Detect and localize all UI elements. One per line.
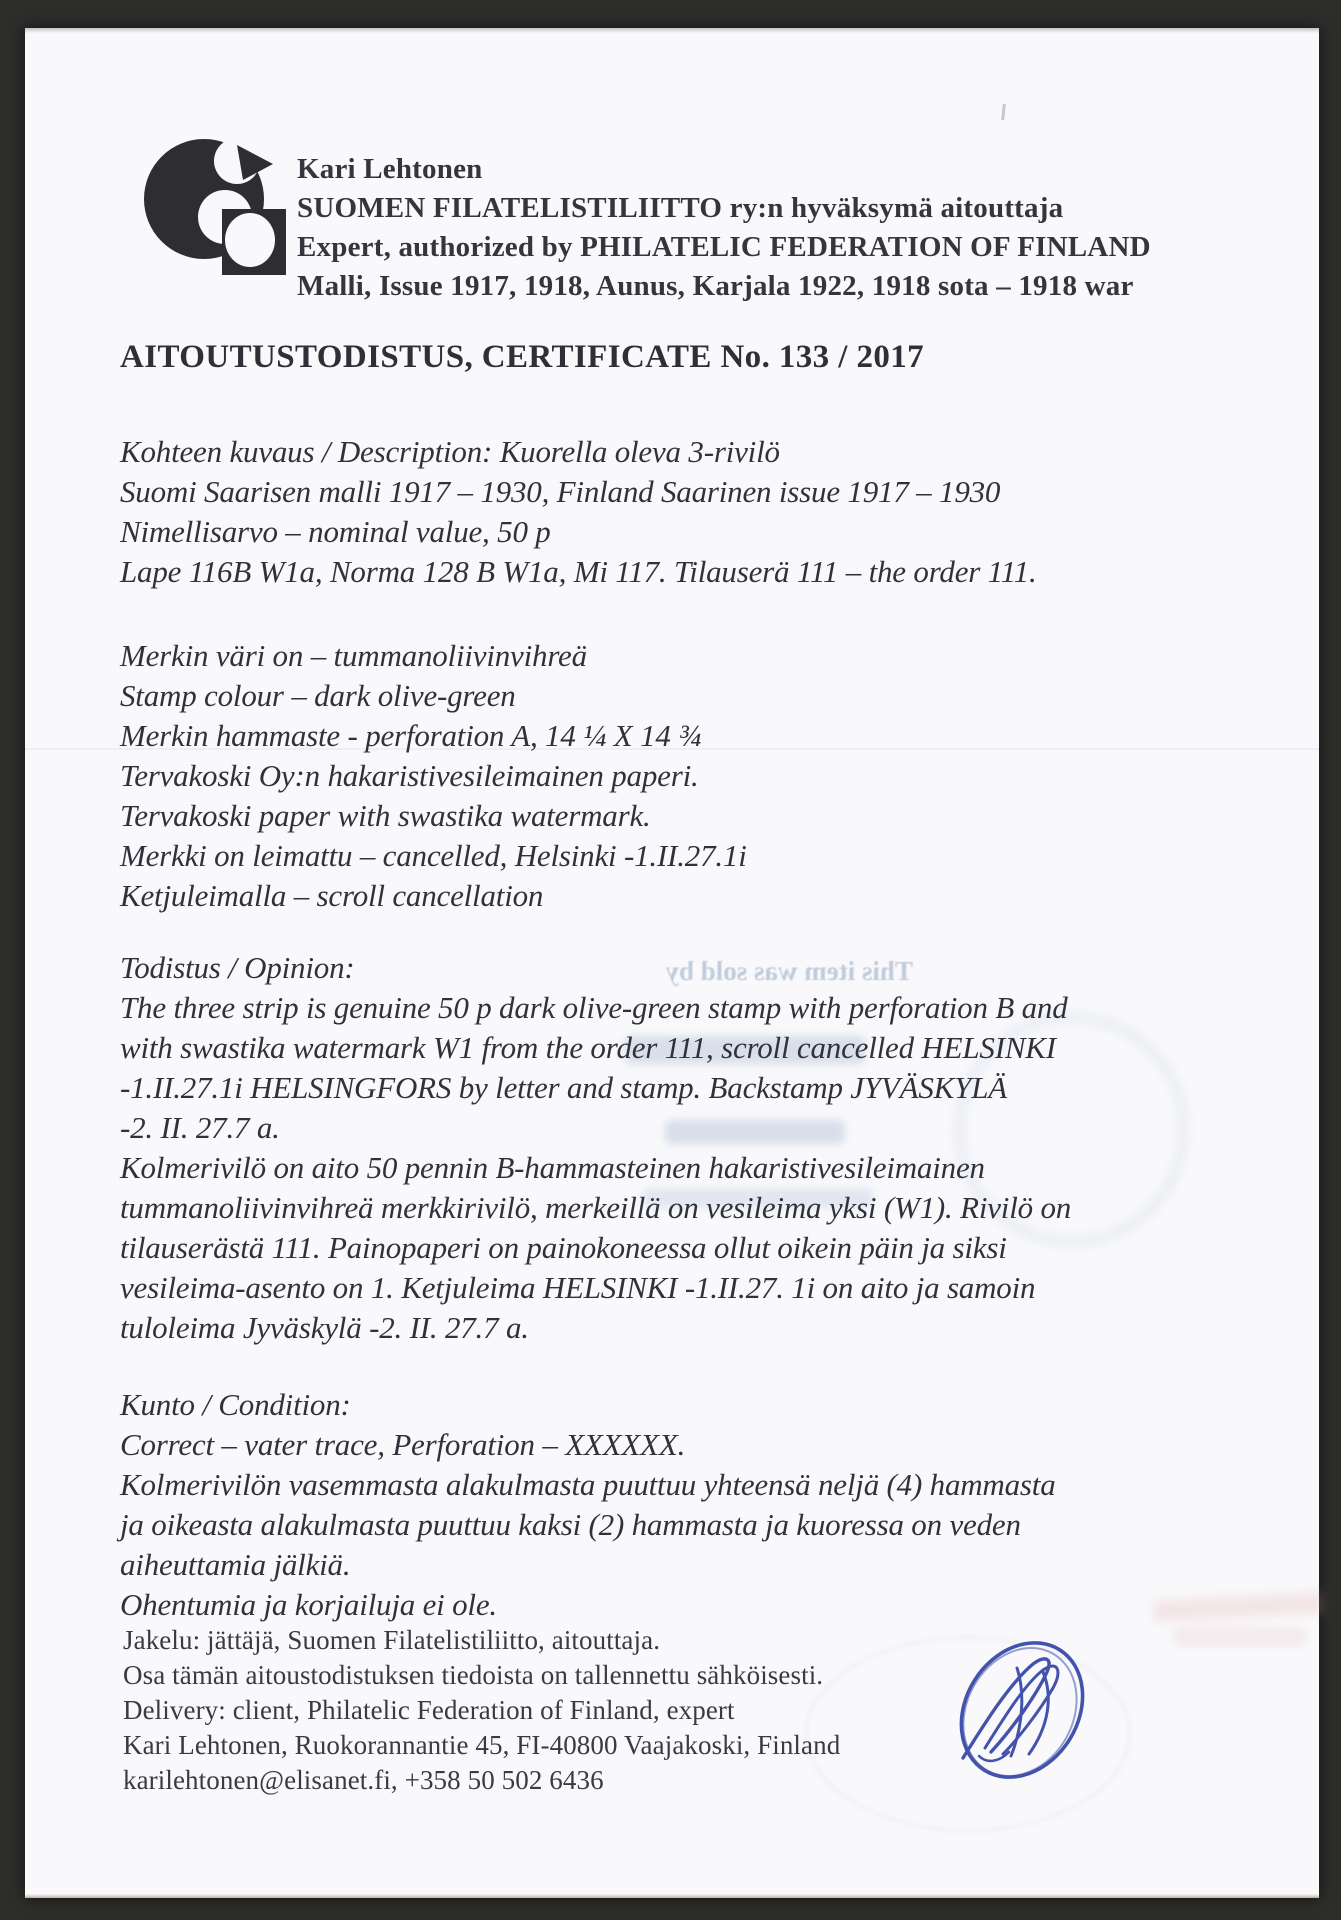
section-heading: Todistus / Opinion: [120, 950, 355, 985]
description-section [120, 432, 1037, 592]
text-line: Correct – vater trace, Perforation – XXXXXX. [120, 1427, 686, 1462]
signature-initials [923, 1606, 1121, 1814]
text-line: Tervakoski Oy:n hakaristivesileimainen paperi. [120, 758, 699, 793]
text-line: Kolmerivilö on aito 50 pennin B-hammasteinen hakaristivesileimainen [120, 1150, 985, 1185]
text-line: -2. II. 27.7 a. [120, 1110, 280, 1145]
text-line: The three strip is genuine 50 p dark olive-green stamp with perforation B and [120, 990, 1068, 1025]
text-line: vesileima-asento on 1. Ketjuleima HELSINKI -1.II.27. 1i on aito ja samoin [120, 1270, 1036, 1305]
section-heading: Kunto / Condition: [120, 1387, 351, 1422]
text-line: Merkin hammaste - perforation A, 14 ¼ X 14 ¾ [120, 718, 702, 753]
condition-section [120, 1385, 1056, 1625]
text-line: Tervakoski paper with swastika watermark. [120, 798, 651, 833]
text-line: ja oikeasta alakulmasta puuttuu kaksi (2) hammasta ja kuoressa on veden [120, 1507, 1021, 1542]
text-line: Merkki on leimattu – cancelled, Helsinki -1.II.27.1i [120, 838, 747, 873]
text-line: Merkin väri on – tummanoliivinvihreä [120, 638, 587, 673]
showthrough-mirrored-text: This item was sold by [665, 956, 913, 986]
text-line: with swastika watermark W1 from the order 111, scroll cancelled HELSINKI [120, 1030, 1056, 1065]
delivery-footer [123, 1623, 840, 1798]
text-line: Stamp colour – dark olive-green [120, 678, 516, 713]
text-line: Kari Lehtonen, Ruokorannantie 45, FI-40800 Vaajakoski, Finland [123, 1730, 841, 1760]
contact-line: karilehtonen@elisanet.fi, +358 50 502 6436 [123, 1765, 604, 1795]
expert-name: Kari Lehtonen [297, 153, 483, 185]
paper-edge-shadow-top [25, 28, 1319, 33]
text-line: Kohteen kuvaus / Description: Kuorella oleva 3-rivilö [120, 434, 780, 469]
letterhead-line: Expert, authorized by PHILATELIC FEDERATION OF FINLAND [297, 231, 1151, 263]
expert-letterhead [297, 150, 1151, 306]
opinion-section [120, 948, 1071, 1348]
text-line: Delivery: client, Philatelic Federation of Finland, expert [123, 1695, 735, 1725]
text-line: Lape 116B W1a, Norma 128 B W1a, Mi 117. Tilauserä 111 – the order 111. [120, 554, 1037, 589]
text-line: Kolmerivilön vasemmasta alakulmasta puuttuu yhteensä neljä (4) hammasta [120, 1467, 1056, 1502]
showthrough-pink-mark [1153, 1592, 1324, 1623]
letterhead-line: Malli, Issue 1917, 1918, Aunus, Karjala 1922, 1918 sota – 1918 war [297, 270, 1134, 302]
text-line: Ohentumia ja korjailuja ei ole. [120, 1587, 497, 1622]
text-line: Osa tämän aitoustodistuksen tiedoista on tallennettu sähköisesti. [123, 1660, 824, 1690]
text-line: Ketjuleimalla – scroll cancellation [120, 878, 544, 913]
text-line: tummanoliivinvihreä merkkirivilö, merkeillä on vesileima yksi (W1). Rivilö on [120, 1190, 1072, 1225]
text-line: aiheuttamia jälkiä. [120, 1547, 351, 1582]
certificate-page [25, 28, 1319, 1898]
letterhead-line: SUOMEN FILATELISTILIITTO ry:n hyväksymä aitouttaja [297, 192, 1064, 224]
text-line: Jakelu: jättäjä, Suomen Filatelistiliitto, aitouttaja. [123, 1625, 661, 1655]
text-line: Suomi Saarisen malli 1917 – 1930, Finland Saarinen issue 1917 – 1930 [120, 474, 1001, 509]
text-line: tuloleima Jyväskylä -2. II. 27.7 a. [120, 1310, 529, 1345]
certificate-title: AITOUTUSTODISTUS, CERTIFICATE No. 133 / 2017 [120, 339, 925, 375]
paper-edge-shadow-bottom [25, 1894, 1319, 1898]
text-line: Nimellisarvo – nominal value, 50 p [120, 514, 551, 549]
scan-artifact-mark [1001, 104, 1006, 120]
stamp-details-section [120, 636, 747, 916]
text-line: -1.II.27.1i HELSINGFORS by letter and stamp. Backstamp JYVÄSKYLÄ [120, 1070, 1007, 1105]
text-line: tilauserästä 111. Painopaperi on painokoneessa ollut oikein päin ja siksi [120, 1230, 1007, 1265]
showthrough-pink-mark [1175, 1628, 1305, 1646]
federation-logo-icon [140, 116, 295, 288]
